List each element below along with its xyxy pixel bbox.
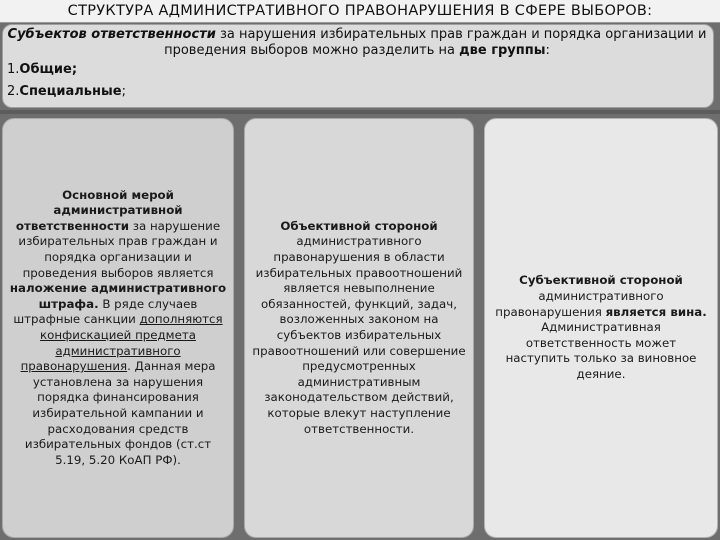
panel-text: . Данная мера установлена за нарушения порядка финансирования избирательной кампании и расходования средств избирательных фондов (ст.ст 5.19, 5.20 КоАП РФ). bbox=[24, 359, 216, 467]
intro-colon: : bbox=[545, 43, 550, 58]
item-label: Общие; bbox=[19, 62, 78, 77]
intro-groups: две группы bbox=[459, 43, 546, 58]
page-title bbox=[0, 0, 720, 23]
panel-bold: наложение административного штрафа. bbox=[9, 281, 227, 311]
panel-text: В ряде случаев штрафные санкции bbox=[13, 296, 198, 327]
panel-objective bbox=[244, 118, 474, 538]
panel-bold: Основной мерой административной ответственности bbox=[15, 187, 183, 233]
intro-text: за нарушения избирательных прав граждан и порядка организации и проведения выборов можно разделить на bbox=[164, 27, 707, 58]
intro-paragraph bbox=[7, 27, 707, 59]
intro-subject: Субъектов ответственности bbox=[7, 27, 216, 42]
intro-block bbox=[2, 24, 714, 108]
panel-underlined: дополняются конфискацией предмета административного правонарушения bbox=[20, 312, 223, 374]
panel-text: административного правонарушения bbox=[495, 289, 664, 319]
item-label: Специальные bbox=[19, 84, 122, 99]
item-tail: ; bbox=[121, 84, 126, 99]
panel-bold: Объективной стороной bbox=[280, 218, 438, 233]
panel-penalty bbox=[2, 118, 234, 538]
panel-penalty-text bbox=[9, 188, 227, 469]
panel-bold: Субъективной стороной bbox=[519, 273, 683, 288]
panel-text: за нарушение избирательных прав граждан и порядка организации и проведения выборов является bbox=[18, 218, 221, 280]
item-number: 2. bbox=[7, 84, 20, 99]
divider bbox=[0, 110, 720, 114]
page-title-text: СТРУКТУРА АДМИНИСТРАТИВНОГО ПРАВОНАРУШЕНИЯ В СФЕРЕ ВЫБОРОВ: bbox=[67, 3, 653, 19]
list-item-general bbox=[7, 59, 707, 81]
panel-text: административного правонарушения в области избирательных правоотношений является невыполнение обязанностей, функций, задач, возложенных законом на субъектов избирательных правоотношений или совершение предусмотренных административным законодательством действий, которые влекут наступление ответственности. bbox=[252, 234, 466, 436]
panel-objective-text bbox=[251, 219, 467, 437]
panel-subjective-text bbox=[495, 273, 707, 382]
panel-subjective bbox=[484, 118, 718, 538]
item-number: 1. bbox=[7, 62, 20, 77]
panel-text: Административная ответственность может наступить только за виновное деяние. bbox=[505, 320, 697, 381]
panel-bold: является вина. bbox=[605, 304, 707, 319]
list-item-special bbox=[7, 81, 707, 103]
